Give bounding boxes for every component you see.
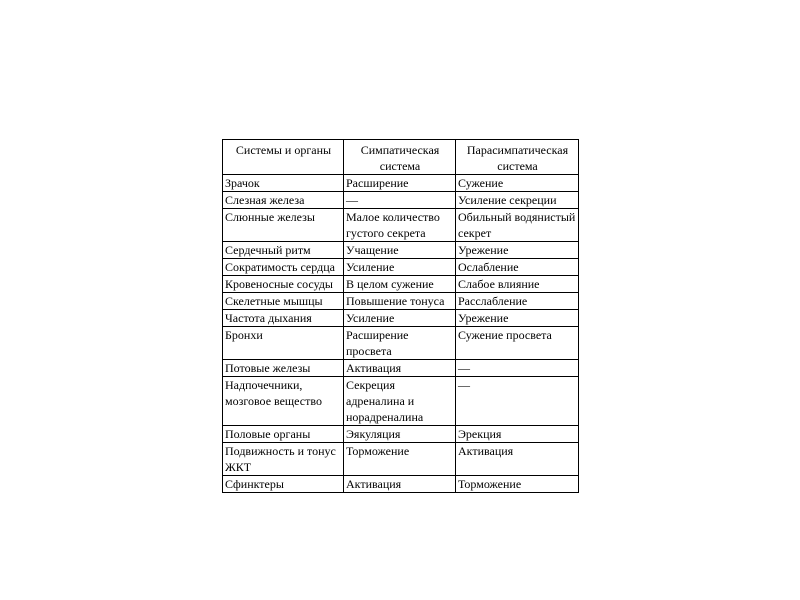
cell-parasympathetic: Сужение просвета <box>456 327 579 360</box>
cell-parasympathetic: Обильный водянистый секрет <box>456 209 579 242</box>
cell-parasympathetic: Торможение <box>456 476 579 493</box>
cell-sympathetic: Усиление <box>344 310 456 327</box>
table-row <box>223 175 579 192</box>
header-systems-organs: Системы и органы <box>223 140 344 175</box>
cell-organ: Сократимость сердца <box>223 259 344 276</box>
table-row <box>223 276 579 293</box>
cell-organ: Частота дыхания <box>223 310 344 327</box>
table-row <box>223 443 579 476</box>
cell-sympathetic: Учащение <box>344 242 456 259</box>
cell-sympathetic: Активация <box>344 360 456 377</box>
cell-organ: Подвижность и тонус ЖКТ <box>223 443 344 476</box>
table-row <box>223 476 579 493</box>
cell-organ: Сфинктеры <box>223 476 344 493</box>
cell-sympathetic: Эякуляция <box>344 426 456 443</box>
cell-organ: Надпочечники, мозговое вещество <box>223 377 344 426</box>
cell-sympathetic: — <box>344 192 456 209</box>
comparison-table <box>222 139 579 493</box>
table-row <box>223 310 579 327</box>
header-parasympathetic: Парасимпатическая система <box>456 140 579 175</box>
cell-organ: Слезная железа <box>223 192 344 209</box>
cell-sympathetic: Расширение <box>344 175 456 192</box>
cell-parasympathetic: Урежение <box>456 310 579 327</box>
cell-parasympathetic: Слабое влияние <box>456 276 579 293</box>
cell-parasympathetic: — <box>456 360 579 377</box>
cell-sympathetic: Усиление <box>344 259 456 276</box>
cell-organ: Зрачок <box>223 175 344 192</box>
table-row <box>223 360 579 377</box>
cell-organ: Кровеносные сосуды <box>223 276 344 293</box>
table-row <box>223 327 579 360</box>
cell-parasympathetic: Ослабление <box>456 259 579 276</box>
table-row <box>223 377 579 426</box>
table-body <box>223 175 579 493</box>
cell-parasympathetic: Усиление секреции <box>456 192 579 209</box>
cell-sympathetic: В целом сужение <box>344 276 456 293</box>
cell-sympathetic: Секреция адреналина и норадреналина <box>344 377 456 426</box>
table-row <box>223 209 579 242</box>
cell-sympathetic: Расширение просвета <box>344 327 456 360</box>
table-row <box>223 192 579 209</box>
cell-parasympathetic: Активация <box>456 443 579 476</box>
table-head <box>223 140 579 175</box>
cell-organ: Сердечный ритм <box>223 242 344 259</box>
cell-organ: Потовые железы <box>223 360 344 377</box>
cell-parasympathetic: Сужение <box>456 175 579 192</box>
cell-parasympathetic: — <box>456 377 579 426</box>
cell-parasympathetic: Урежение <box>456 242 579 259</box>
cell-organ: Скелетные мышцы <box>223 293 344 310</box>
table-row <box>223 259 579 276</box>
table-row <box>223 242 579 259</box>
cell-parasympathetic: Эрекция <box>456 426 579 443</box>
cell-organ: Бронхи <box>223 327 344 360</box>
cell-sympathetic: Торможение <box>344 443 456 476</box>
table-row <box>223 293 579 310</box>
header-sympathetic: Симпатическая система <box>344 140 456 175</box>
cell-sympathetic: Повышение тонуса <box>344 293 456 310</box>
cell-organ: Слюнные железы <box>223 209 344 242</box>
header-row <box>223 140 579 175</box>
cell-parasympathetic: Расслабление <box>456 293 579 310</box>
cell-organ: Половые органы <box>223 426 344 443</box>
table-row <box>223 426 579 443</box>
cell-sympathetic: Активация <box>344 476 456 493</box>
cell-sympathetic: Малое количество густого секрета <box>344 209 456 242</box>
